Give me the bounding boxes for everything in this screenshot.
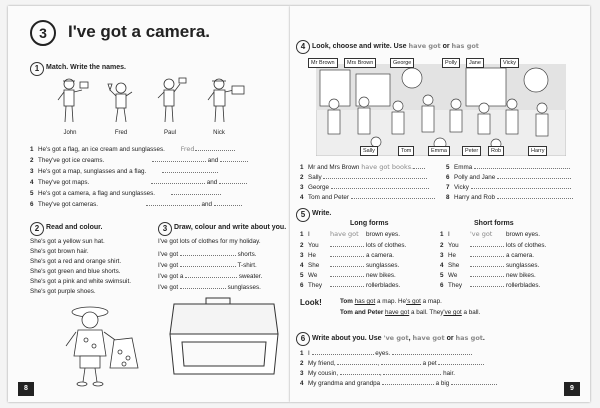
section-3-number: 3 (158, 222, 172, 236)
colour-line-4: She's got green and blue shorts. (30, 268, 121, 275)
short-line-5: 5 We new bikes. (440, 272, 536, 279)
label-sally: Sally (360, 146, 378, 156)
about-answer-1b[interactable] (392, 348, 472, 355)
label-mr-brown: Mr Brown (308, 58, 338, 68)
section-2-number: 2 (30, 222, 44, 236)
section-4-right-lines (446, 162, 586, 202)
long-answer-1[interactable]: have got (330, 230, 359, 238)
short-line-1: 1 I 've got brown eyes. (440, 230, 540, 238)
section-3-lines (158, 238, 286, 293)
kid-john (58, 79, 88, 122)
look-line-2: Tom and Peter have got a ball. They've got a ball. (340, 309, 481, 316)
section-1-instruction: Match. Write the names. (46, 64, 127, 71)
colour-line-6: She's got purple shoes. (30, 288, 96, 295)
scene-line-6: 6 Polly and Jane (446, 172, 586, 182)
colour-line-2: She's got brown hair. (30, 248, 89, 255)
short-answer-2[interactable] (470, 240, 504, 247)
label-george: George (390, 58, 414, 68)
answer-3[interactable] (162, 166, 218, 173)
label-jane: Jane (466, 58, 484, 68)
label-mrs-brown: Mrs Brown (344, 58, 376, 68)
draw-intro: I've got lots of clothes for my holiday. (158, 238, 261, 245)
short-forms-title: Short forms (474, 220, 514, 227)
section-2-instruction: Read and colour. (46, 224, 103, 231)
label-emma: Emma (428, 146, 450, 156)
label-harry: Harry (528, 146, 547, 156)
about-line-3: 3 My cousin, , hair. (300, 370, 456, 377)
scene-line-4: 4 Tom and Peter (300, 192, 438, 202)
kids-illustration (54, 76, 254, 130)
look-box (340, 298, 580, 320)
short-line-4: 4 She sunglasses. (440, 262, 540, 269)
look-line-1: Tom has got a map. He's got a map. (340, 298, 442, 305)
label-vicky: Vicky (500, 58, 519, 68)
about-line-1: 1 I eyes. (300, 348, 580, 358)
kid-name-fred: Fred (114, 130, 128, 136)
scene-line-5: 5 Emma (446, 162, 586, 172)
about-answer-3b[interactable] (383, 368, 441, 375)
long-answer-5[interactable] (330, 270, 364, 277)
scene-answer-3[interactable] (331, 182, 429, 189)
scene-line-2: 2 Sally (300, 172, 438, 182)
short-forms-list (440, 230, 580, 290)
answer-2b[interactable] (220, 155, 248, 162)
colour-line-3: She's got a red and orange shirt. (30, 258, 122, 265)
match-line-3: 3 He's got a map, sunglasses and a flag. (30, 166, 280, 177)
draw-line-3: I've got a sweater. (158, 273, 263, 280)
long-line-6: 6 They rollerblades. (300, 282, 401, 289)
label-tom: Tom (398, 146, 414, 156)
match-line-1: 1 He's got a flag, an ice cream and sunglasses. Fred (30, 144, 280, 155)
long-line-2: 2 You lots of clothes. (300, 242, 407, 249)
scene-answer-5[interactable] (474, 162, 570, 169)
colour-line-5: She's got a pink and white swimsuit. (30, 278, 131, 285)
draw-answer-2[interactable] (180, 260, 236, 267)
unit-number: 3 (30, 20, 56, 46)
short-answer-5[interactable] (470, 270, 504, 277)
short-answer-4[interactable] (470, 260, 504, 267)
about-line-2: 2 My friend, , a pet (300, 358, 580, 368)
section-6-instruction: Write about you. Use 've got, have got or has got. (312, 334, 485, 342)
short-line-3: 3 He a camera. (440, 252, 534, 259)
match-line-5: 5 He's got a camera, a flag and sunglasses. (30, 188, 280, 199)
long-line-1: 1 I have got brown eyes. (300, 230, 400, 238)
short-line-6: 6 They rollerblades. (440, 282, 541, 289)
answer-4a[interactable] (151, 177, 205, 184)
suitcase-drawing-area[interactable] (166, 290, 282, 382)
page-number-left: 8 (18, 382, 34, 396)
long-answer-4[interactable] (330, 260, 364, 267)
kid-name-paul: Paul (163, 130, 176, 136)
short-line-2: 2 You lots of clothes. (440, 242, 547, 249)
scene-answer-6[interactable] (497, 172, 571, 179)
about-answer-4b[interactable] (451, 378, 497, 385)
draw-answer-1[interactable] (180, 249, 236, 256)
scene-answer-4[interactable] (351, 192, 435, 199)
section-3-instruction: Draw, colour and write about you. (174, 224, 287, 231)
about-answer-2a[interactable] (337, 358, 377, 365)
short-answer-3[interactable] (470, 250, 504, 257)
kid-name-john: John (63, 130, 77, 136)
match-line-2: 2 They've got ice creams. and (30, 155, 280, 166)
about-answer-1a[interactable] (312, 348, 374, 355)
answer-1[interactable]: Fred (180, 145, 195, 153)
family-scene-illustration (316, 64, 566, 156)
scene-answer-8[interactable] (497, 192, 573, 199)
kid-fred (108, 83, 132, 122)
long-forms-list (300, 230, 438, 290)
draw-line-4: I've got sunglasses. (158, 284, 261, 291)
long-forms-title: Long forms (350, 220, 389, 227)
left-page (8, 6, 290, 402)
section-1-lines (30, 144, 280, 210)
about-line-4: 4 My grandma and grandpa a big (300, 378, 580, 388)
answer-5[interactable] (171, 188, 221, 195)
section-4-number: 4 (296, 40, 310, 54)
match-line-6: 6 They've got cameras. and (30, 199, 280, 210)
label-polly: Polly (442, 58, 460, 68)
about-answer-2b[interactable] (381, 358, 421, 365)
page-number-right: 9 (564, 382, 580, 396)
scene-line-1: 1 Mr and Mrs Brown have got books. (300, 162, 438, 172)
kid-paul (158, 78, 186, 122)
section-6-number: 6 (296, 332, 310, 346)
kid-nick (208, 79, 244, 122)
scene-line-8: 8 Harry and Rob (446, 192, 586, 202)
about-answer-3a[interactable] (340, 368, 380, 375)
scene-answer-7[interactable] (471, 182, 571, 189)
short-answer-1[interactable]: 've got (470, 230, 493, 238)
draw-line-2: I've got T-shirt. (158, 262, 257, 269)
long-answer-6[interactable] (330, 280, 364, 287)
scene-line-7: 7 Vicky (446, 182, 586, 192)
long-line-5: 5 We new bikes. (300, 272, 396, 279)
answer-6a[interactable] (146, 199, 200, 206)
draw-line-1: I've got shorts. (158, 251, 257, 258)
section-4-left-lines (300, 162, 438, 202)
label-peter: Peter (462, 146, 481, 156)
long-answer-3[interactable] (330, 250, 364, 257)
scene-answer-1[interactable]: have got books. (361, 163, 414, 171)
answer-2a[interactable] (152, 155, 206, 162)
section-4-instruction: Look, choose and write. Use have got or has got (312, 42, 479, 50)
look-title: Look! (300, 298, 322, 307)
long-answer-2[interactable] (330, 240, 364, 247)
about-answer-4a[interactable] (382, 378, 434, 385)
answer-6b[interactable] (214, 199, 242, 206)
answer-4b[interactable] (219, 177, 247, 184)
section-5-number: 5 (296, 208, 310, 222)
girl-colouring-illustration[interactable] (58, 302, 148, 388)
colour-line-1: She's got a yellow sun hat. (30, 238, 105, 245)
about-answer-2c[interactable] (438, 358, 484, 365)
draw-answer-3[interactable] (185, 271, 237, 278)
long-line-4: 4 She sunglasses. (300, 262, 400, 269)
short-answer-6[interactable] (470, 280, 504, 287)
long-line-3: 3 He a camera. (300, 252, 394, 259)
section-6-lines (300, 348, 580, 388)
match-line-4: 4 They've got maps. and (30, 177, 280, 188)
scene-answer-2[interactable] (323, 172, 427, 179)
right-page (290, 6, 590, 402)
draw-answer-4[interactable] (180, 282, 226, 289)
kid-name-nick: Nick (213, 130, 225, 136)
label-rob: Rob (488, 146, 504, 156)
page-title: I've got a camera. (68, 22, 211, 41)
section-2-lines (30, 238, 131, 298)
scene-line-3: 3 George (300, 182, 438, 192)
section-1-number: 1 (30, 62, 44, 76)
section-5-instruction: Write. (312, 210, 332, 217)
